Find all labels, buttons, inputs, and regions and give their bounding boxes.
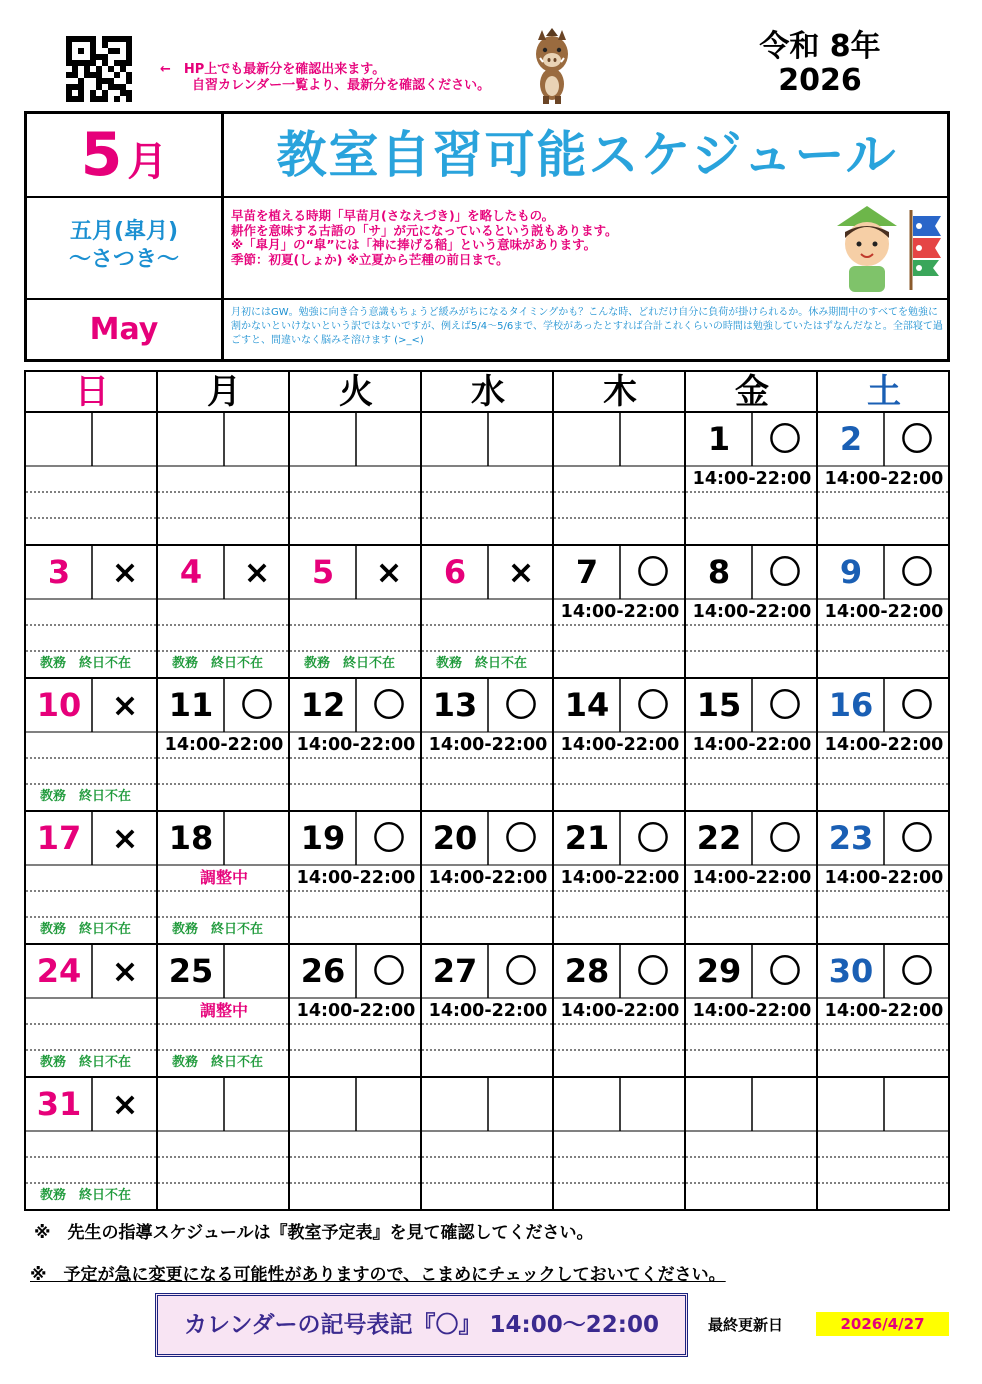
staff-absent-note: 教務 終日不在 xyxy=(304,656,396,671)
day-number: 3 xyxy=(47,553,71,591)
day-number: 8 xyxy=(707,553,731,591)
day-number: 5 xyxy=(311,553,335,591)
hp-note xyxy=(160,62,490,94)
day-number: 20 xyxy=(432,819,478,857)
weekday-header: 金 xyxy=(735,372,769,412)
weekday-header: 木 xyxy=(603,372,637,412)
day-number: 31 xyxy=(36,1085,82,1123)
open-hours: 14:00-22:00 xyxy=(692,469,812,489)
desc-line: 季節：初夏(しょか) ※立夏から芒種の前日まで。 xyxy=(231,251,509,267)
available-mark: 〇 xyxy=(900,686,933,724)
open-hours: 14:00-22:00 xyxy=(428,868,548,888)
unavailable-mark: × xyxy=(375,553,403,591)
available-mark: 〇 xyxy=(372,686,405,724)
weekday-header: 月 xyxy=(207,372,241,412)
unavailable-mark: × xyxy=(111,1085,139,1123)
available-mark: 〇 xyxy=(504,819,537,857)
available-mark: 〇 xyxy=(504,686,537,724)
day-number: 10 xyxy=(36,686,82,724)
day-number: 17 xyxy=(36,819,82,857)
adjusting-label: 調整中 xyxy=(199,1001,248,1020)
open-hours: 14:00-22:00 xyxy=(692,1001,812,1021)
child-with-koinobori-icon xyxy=(817,202,947,292)
old-month-name xyxy=(27,198,224,298)
day-number: 2 xyxy=(839,420,863,458)
day-number: 25 xyxy=(168,952,214,990)
staff-absent-note: 教務 終日不在 xyxy=(172,922,264,937)
year-block xyxy=(740,30,900,98)
available-mark: 〇 xyxy=(636,686,669,724)
hp-note-line1: ← HP上でも最新分を確認出来ます。 xyxy=(160,62,386,77)
available-mark xyxy=(224,811,290,865)
weekday-header: 日 xyxy=(75,372,109,412)
old-month-name-line1: 五月(皐月) xyxy=(69,219,179,244)
available-mark: 〇 xyxy=(768,952,801,990)
day-number: 18 xyxy=(168,819,214,857)
day-number: 13 xyxy=(432,686,478,724)
staff-absent-note: 教務 終日不在 xyxy=(40,1188,132,1203)
footer-note-2: ※ 予定が急に変更になる可能性がありますので、こまめにチェックしておいてください。 xyxy=(30,1265,726,1285)
open-hours: 14:00-22:00 xyxy=(428,1001,548,1021)
legend-box: カレンダーの記号表記『〇』 14:00～22:00 xyxy=(155,1293,688,1357)
open-hours: 14:00-22:00 xyxy=(824,1001,944,1021)
open-hours: 14:00-22:00 xyxy=(824,469,944,489)
desc-line: 耕作を意味する古語の「サ」が元になっているという説もあります。 xyxy=(231,222,618,238)
available-mark: 〇 xyxy=(768,686,801,724)
open-hours: 14:00-22:00 xyxy=(296,1001,416,1021)
day-number: 12 xyxy=(300,686,346,724)
month-number: 5 xyxy=(80,120,123,190)
available-mark: 〇 xyxy=(504,952,537,990)
day-number: 21 xyxy=(564,819,610,857)
unavailable-mark: × xyxy=(111,686,139,724)
old-month-name-line2: ～さつき～ xyxy=(68,247,179,272)
available-mark: 〇 xyxy=(240,686,273,724)
available-mark: 〇 xyxy=(768,819,801,857)
available-mark: 〇 xyxy=(636,819,669,857)
hp-note-line2: 自習カレンダー一覧より、最新分を確認ください。 xyxy=(192,78,491,93)
staff-absent-note: 教務 終日不在 xyxy=(40,789,132,804)
day-number: 22 xyxy=(696,819,742,857)
day-number: 26 xyxy=(300,952,346,990)
english-month: May xyxy=(27,300,224,359)
available-mark xyxy=(224,944,290,998)
available-mark: 〇 xyxy=(900,819,933,857)
day-number: 23 xyxy=(828,819,874,857)
year: 2026 xyxy=(778,63,862,98)
unavailable-mark: × xyxy=(243,553,271,591)
staff-absent-note: 教務 終日不在 xyxy=(172,656,264,671)
open-hours: 14:00-22:00 xyxy=(692,602,812,622)
open-hours: 14:00-22:00 xyxy=(692,868,812,888)
available-mark: 〇 xyxy=(768,420,801,458)
available-mark: 〇 xyxy=(372,952,405,990)
calendar-grid-lines xyxy=(26,372,948,1209)
day-number: 9 xyxy=(839,553,863,591)
desc-line: 早苗を植える時期「早苗月(さなえづき)」を略したもの。 xyxy=(231,208,555,223)
day-number: 24 xyxy=(36,952,82,990)
day-number: 16 xyxy=(828,686,874,724)
open-hours: 14:00-22:00 xyxy=(296,868,416,888)
available-mark: 〇 xyxy=(900,420,933,458)
day-number: 11 xyxy=(168,686,214,724)
boar-mascot-icon xyxy=(528,28,576,104)
day-number: 6 xyxy=(443,553,467,591)
month-kanji: 月 xyxy=(127,139,168,185)
unavailable-mark: × xyxy=(111,819,139,857)
available-mark: 〇 xyxy=(636,553,669,591)
footer-note-1: ※ 先生の指導スケジュールは『教室予定表』を見て確認してください。 xyxy=(34,1223,594,1243)
weekday-header: 火 xyxy=(339,372,373,412)
month-description xyxy=(227,198,787,298)
weekday-header: 水 xyxy=(471,372,505,412)
day-number: 14 xyxy=(564,686,610,724)
staff-absent-note: 教務 終日不在 xyxy=(436,656,528,671)
staff-absent-note: 教務 終日不在 xyxy=(40,1055,132,1070)
updated-label: 最終更新日 xyxy=(708,1316,784,1334)
staff-absent-note: 教務 終日不在 xyxy=(40,656,132,671)
day-number: 7 xyxy=(575,553,599,591)
desc-line: ※「皐月」の“皐”には「神に捧げる稲」という意味があります。 xyxy=(231,237,597,252)
day-number: 1 xyxy=(707,420,731,458)
header-box xyxy=(24,111,950,362)
unavailable-mark: × xyxy=(507,553,535,591)
unavailable-mark: × xyxy=(111,952,139,990)
available-mark: 〇 xyxy=(768,553,801,591)
available-mark: 〇 xyxy=(900,952,933,990)
day-number: 4 xyxy=(179,553,203,591)
open-hours: 14:00-22:00 xyxy=(560,602,680,622)
english-month-description: 月初にはGW。勉強に向き合う意識もちょうど緩みがちになるタイミングかも？こんな時、どれだけ自分に負荷が掛けられるか。休み期間中のすべてを勉強に割かないといけないという訳ではないですが、例えば5/4～5/6まで、学校があったとすれば合計これくらいの時間は勉強していたはずなんだなと。全部寝て過ごすと、間違いなく脳みそ溶けます (>_<) xyxy=(231,307,943,346)
page-title: 教室自習可能スケジュール xyxy=(276,126,898,184)
calendar-grid xyxy=(24,370,950,1211)
era-year: 令和 8年 xyxy=(759,29,881,64)
available-mark: 〇 xyxy=(636,952,669,990)
day-number: 19 xyxy=(300,819,346,857)
open-hours: 14:00-22:00 xyxy=(560,868,680,888)
open-hours: 14:00-22:00 xyxy=(692,735,812,755)
open-hours: 14:00-22:00 xyxy=(560,1001,680,1021)
open-hours: 14:00-22:00 xyxy=(824,735,944,755)
staff-absent-note: 教務 終日不在 xyxy=(40,922,132,937)
day-number: 28 xyxy=(564,952,610,990)
open-hours: 14:00-22:00 xyxy=(824,868,944,888)
day-number: 29 xyxy=(696,952,742,990)
day-number: 15 xyxy=(696,686,742,724)
updated-date: 2026/4/27 xyxy=(816,1312,949,1336)
month-label xyxy=(27,114,224,196)
open-hours: 14:00-22:00 xyxy=(824,602,944,622)
unavailable-mark: × xyxy=(111,553,139,591)
staff-absent-note: 教務 終日不在 xyxy=(172,1055,264,1070)
qr-code[interactable] xyxy=(66,36,132,102)
open-hours: 14:00-22:00 xyxy=(296,735,416,755)
available-mark: 〇 xyxy=(900,553,933,591)
day-number: 30 xyxy=(828,952,874,990)
day-number: 27 xyxy=(432,952,478,990)
weekday-header: 土 xyxy=(867,372,901,412)
adjusting-label: 調整中 xyxy=(199,868,248,887)
open-hours: 14:00-22:00 xyxy=(560,735,680,755)
available-mark: 〇 xyxy=(372,819,405,857)
open-hours: 14:00-22:00 xyxy=(428,735,548,755)
open-hours: 14:00-22:00 xyxy=(164,735,284,755)
